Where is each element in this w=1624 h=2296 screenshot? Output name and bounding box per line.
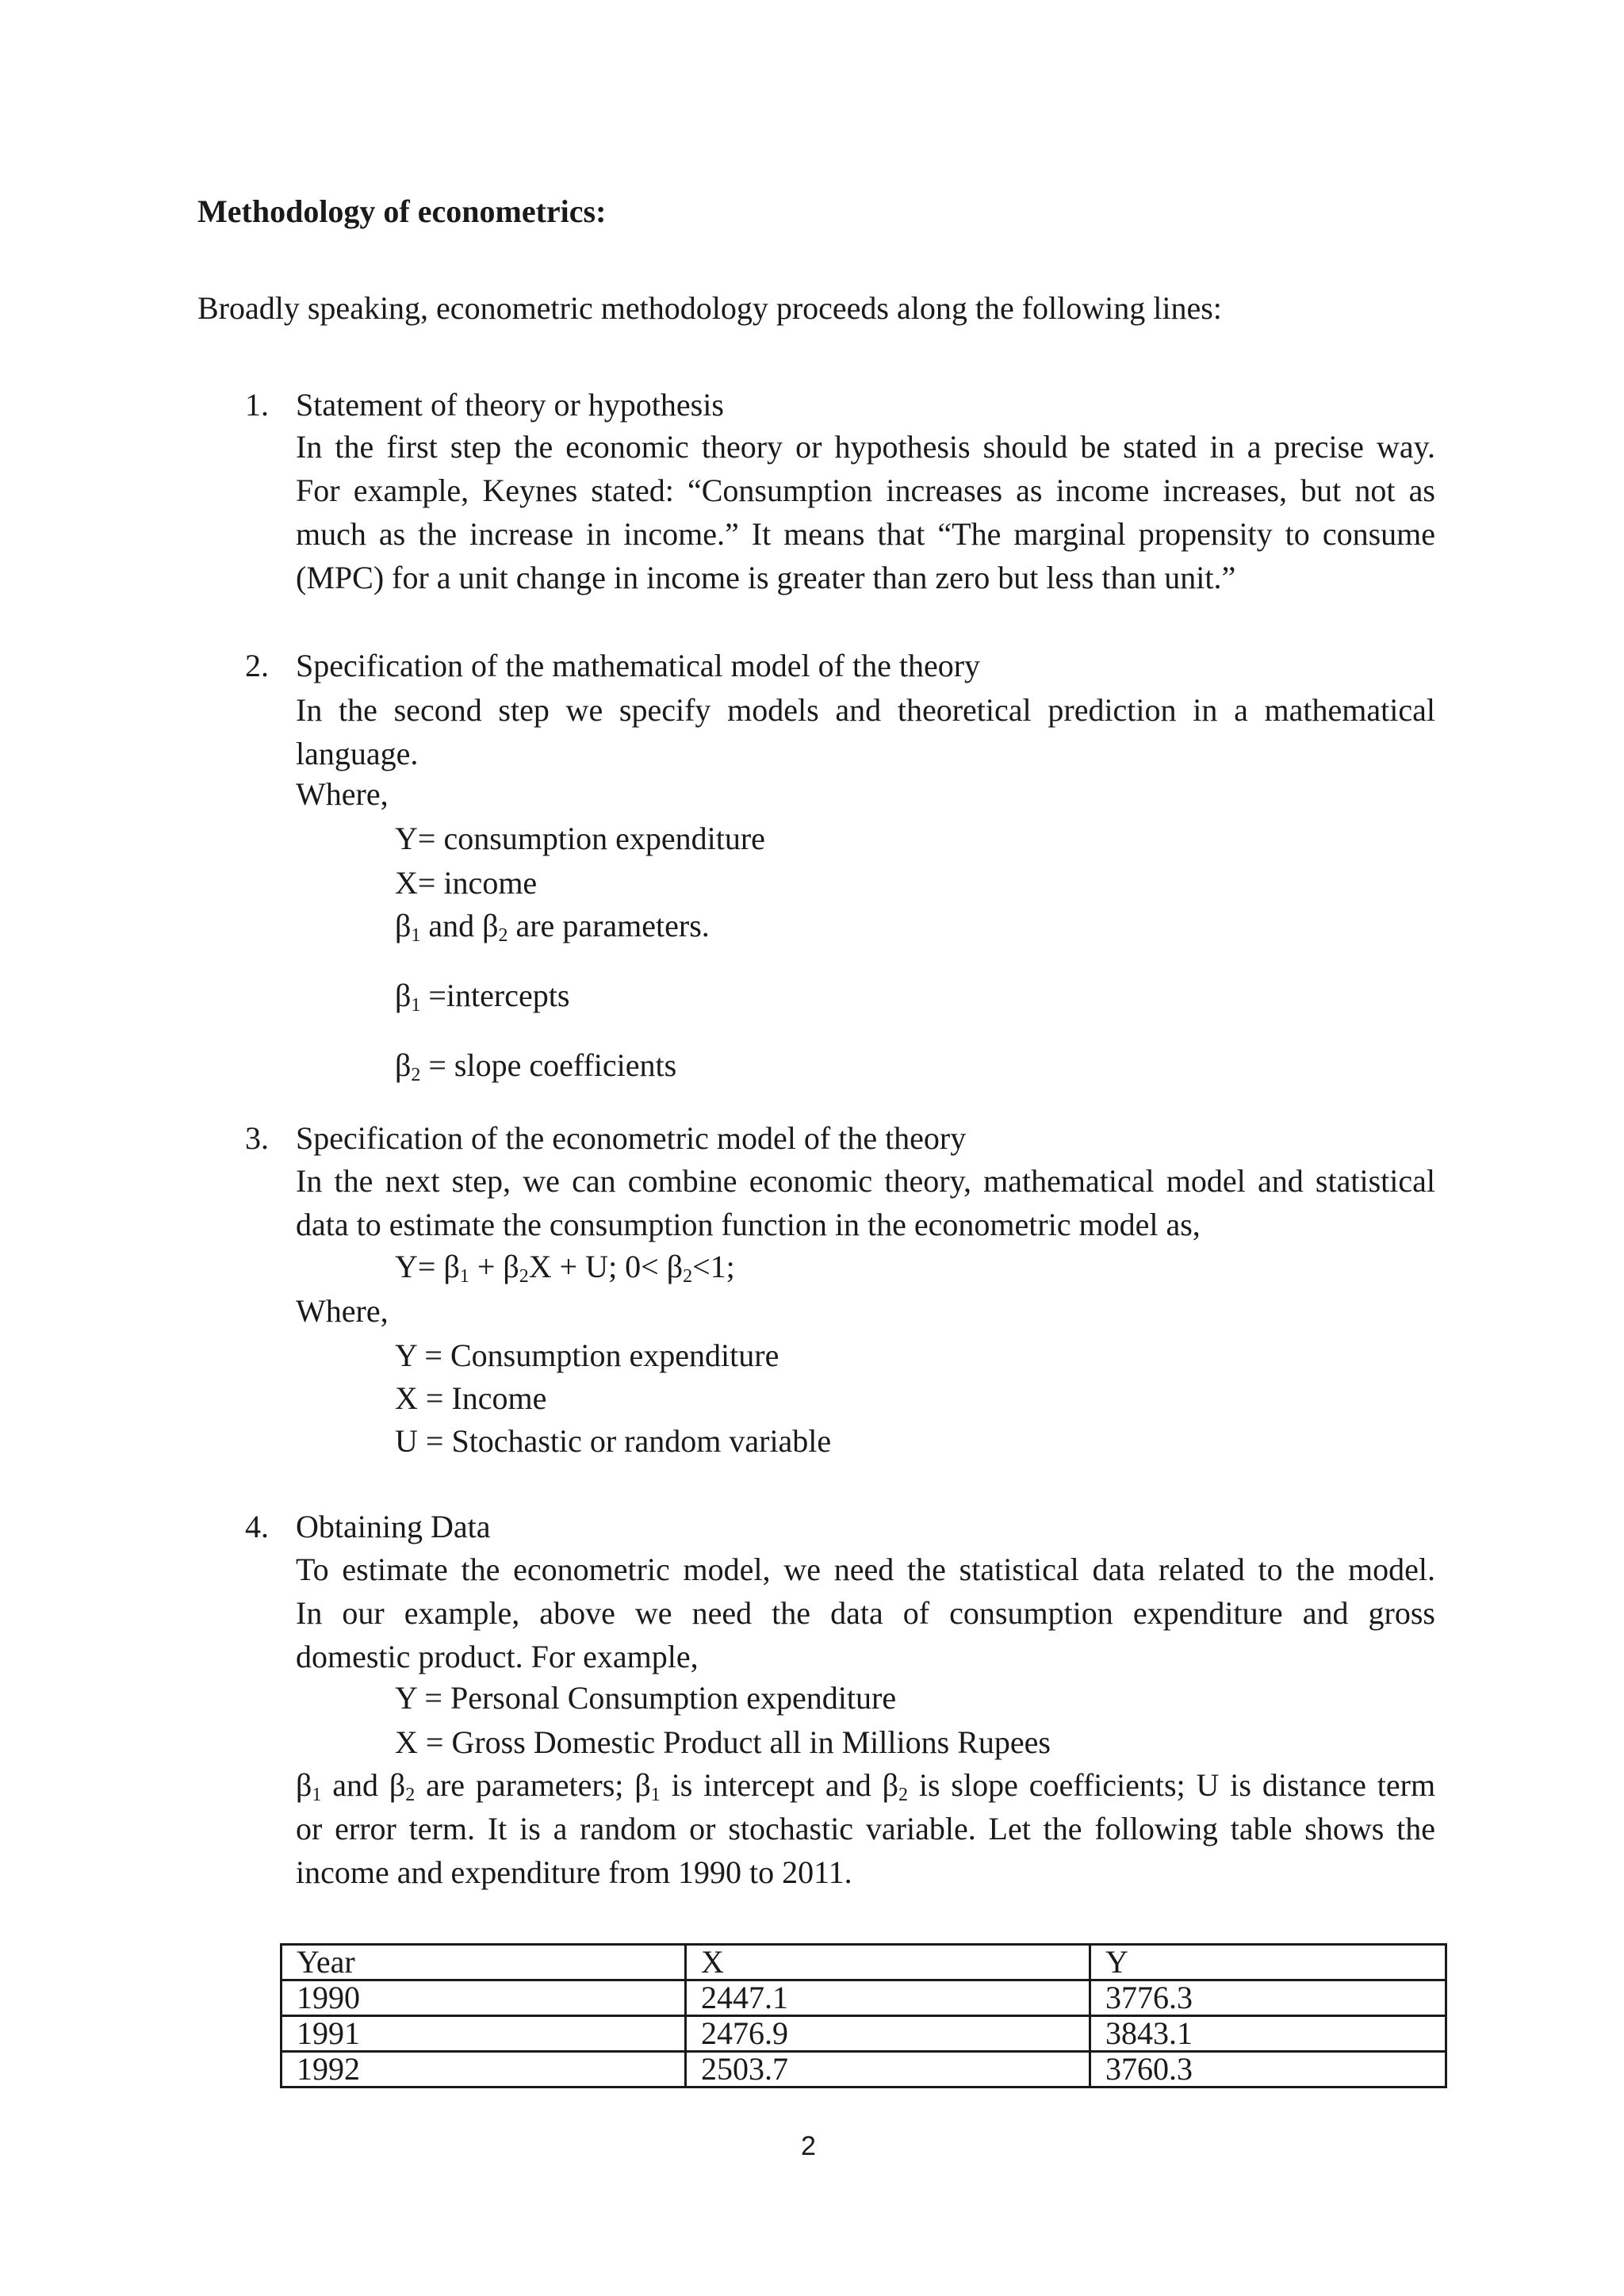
data-table bbox=[280, 1943, 1447, 2088]
definition-y: Y = Personal Consumption expenditure bbox=[395, 1680, 897, 1716]
definition-x: X = Gross Domestic Product all in Millions Rupees bbox=[395, 1724, 1051, 1760]
table-cell: 1992 bbox=[282, 2052, 686, 2087]
subscript: 2 bbox=[683, 1266, 693, 1287]
subscript: 1 bbox=[411, 925, 421, 946]
table-cell: 3776.3 bbox=[1090, 1980, 1446, 2016]
section-1-body bbox=[296, 425, 1435, 599]
section-4-line: domestic product. For example, bbox=[296, 1639, 699, 1674]
section-2-where: Where, bbox=[296, 776, 389, 812]
table-cell: 3760.3 bbox=[1090, 2052, 1446, 2087]
section-3-where: Where, bbox=[296, 1293, 389, 1329]
beta-symbol: β bbox=[395, 908, 412, 943]
table-cell: 1990 bbox=[282, 1980, 686, 2016]
section-1-line: For example, Keynes stated: “Consumption increases as income increases, but not as bbox=[296, 473, 1435, 508]
definition-y: Y= consumption expenditure bbox=[395, 821, 765, 856]
section-4-heading: Obtaining Data bbox=[296, 1509, 491, 1544]
table-row bbox=[282, 2016, 1446, 2052]
definition-x: X = Income bbox=[395, 1380, 547, 1416]
section-2-heading: Specification of the mathematical model of the theory bbox=[296, 648, 981, 683]
subscript: 2 bbox=[411, 1065, 421, 1085]
section-4-parameters bbox=[296, 1763, 1435, 1894]
table-header-cell: Year bbox=[282, 1945, 686, 1980]
subscript: 1 bbox=[459, 1266, 469, 1287]
section-4-line: In our example, above we need the data of consumption expenditure and gross bbox=[296, 1595, 1435, 1631]
section-2-line: In the second step we specify models and theoretical prediction in a mathematical bbox=[296, 692, 1435, 728]
section-3-heading: Specification of the econometric model of the theory bbox=[296, 1120, 967, 1156]
section-4-body bbox=[296, 1548, 1435, 1678]
section-1-line: In the first step the economic theory or hypothesis should be stated in a precise way. bbox=[296, 429, 1435, 465]
table-header-row bbox=[282, 1945, 1446, 1980]
intercept-definition: $\beta_1$ =intercepts bbox=[395, 978, 570, 1016]
definition-y: Y = Consumption expenditure bbox=[395, 1337, 779, 1373]
section-1-heading: Statement of theory or hypothesis bbox=[296, 387, 724, 423]
table-row bbox=[282, 2052, 1446, 2087]
beta-symbol: β bbox=[882, 1767, 898, 1803]
beta-symbol: β bbox=[666, 1249, 684, 1284]
beta-symbol: β bbox=[389, 1767, 406, 1803]
parameters-line: $\beta_1$ and $\beta_2$ are parameters. bbox=[395, 908, 710, 946]
section-4-line: or error term. It is a random or stochastic variable. Let the following table shows the bbox=[296, 1811, 1435, 1846]
section-3-number: 3. bbox=[245, 1120, 269, 1156]
definition-x: X= income bbox=[395, 865, 538, 901]
subscript: 1 bbox=[312, 1785, 322, 1805]
section-4-number: 4. bbox=[245, 1509, 269, 1544]
intro-text: Broadly speaking, econometric methodology proceeds along the following lines: bbox=[197, 290, 1222, 326]
subscript: 1 bbox=[650, 1785, 661, 1805]
econometric-equation: $Y= \beta_1 + \beta_2X + U$; $0< \beta_2<1$; bbox=[395, 1249, 735, 1287]
section-4-line: To estimate the econometric model, we need the statistical data related to the model. bbox=[296, 1552, 1435, 1587]
table-cell: 2447.1 bbox=[686, 1980, 1090, 2016]
table-row bbox=[282, 1980, 1446, 2016]
beta-symbol: β bbox=[503, 1249, 519, 1284]
section-1-number: 1. bbox=[245, 387, 269, 423]
section-1-line: much as the increase in income.” It means that “The marginal propensity to consume bbox=[296, 516, 1435, 552]
table-cell: 1991 bbox=[282, 2016, 686, 2052]
beta-symbol: β bbox=[482, 908, 499, 943]
beta-symbol: β bbox=[395, 978, 412, 1013]
section-2-body bbox=[296, 688, 1435, 775]
beta-symbol: β bbox=[443, 1249, 460, 1284]
table-cell: 3843.1 bbox=[1090, 2016, 1446, 2052]
subscript: 2 bbox=[519, 1266, 529, 1287]
beta-symbol: β bbox=[395, 1047, 412, 1083]
definition-u: U = Stochastic or random variable bbox=[395, 1423, 832, 1459]
subscript: 2 bbox=[898, 1785, 908, 1805]
table-cell: 2476.9 bbox=[686, 2016, 1090, 2052]
beta-symbol: β bbox=[296, 1767, 312, 1803]
table-header-cell: Y bbox=[1090, 1945, 1446, 1980]
section-2-line: language. bbox=[296, 736, 419, 771]
section-2-number: 2. bbox=[245, 648, 269, 683]
subscript: 2 bbox=[405, 1785, 416, 1805]
beta-symbol: β bbox=[634, 1767, 651, 1803]
section-4-line: income and expenditure from 1990 to 2011. bbox=[296, 1854, 852, 1890]
subscript: 2 bbox=[498, 925, 508, 946]
table-cell: 2503.7 bbox=[686, 2052, 1090, 2087]
section-3-line: data to estimate the consumption function in the econometric model as, bbox=[296, 1207, 1201, 1242]
subscript: 1 bbox=[411, 995, 421, 1016]
page-title: Methodology of econometrics: bbox=[197, 193, 607, 229]
page-number: 2 bbox=[801, 2131, 816, 2161]
slope-definition: $\beta_2$ = slope coefficients bbox=[395, 1047, 677, 1085]
section-3-line: In the next step, we can combine economic theory, mathematical model and statistical bbox=[296, 1163, 1435, 1199]
section-3-body bbox=[296, 1159, 1435, 1246]
table-header-cell: X bbox=[686, 1945, 1090, 1980]
section-1-line: (MPC) for a unit change in income is greater than zero but less than unit.” bbox=[296, 560, 1236, 595]
parameters-sentence: $\beta_1$ and $\beta_2$ are parameters; $\beta_1$ is intercept and $\beta_2$ is slope coefficients; U is distance term bbox=[296, 1767, 1436, 1805]
